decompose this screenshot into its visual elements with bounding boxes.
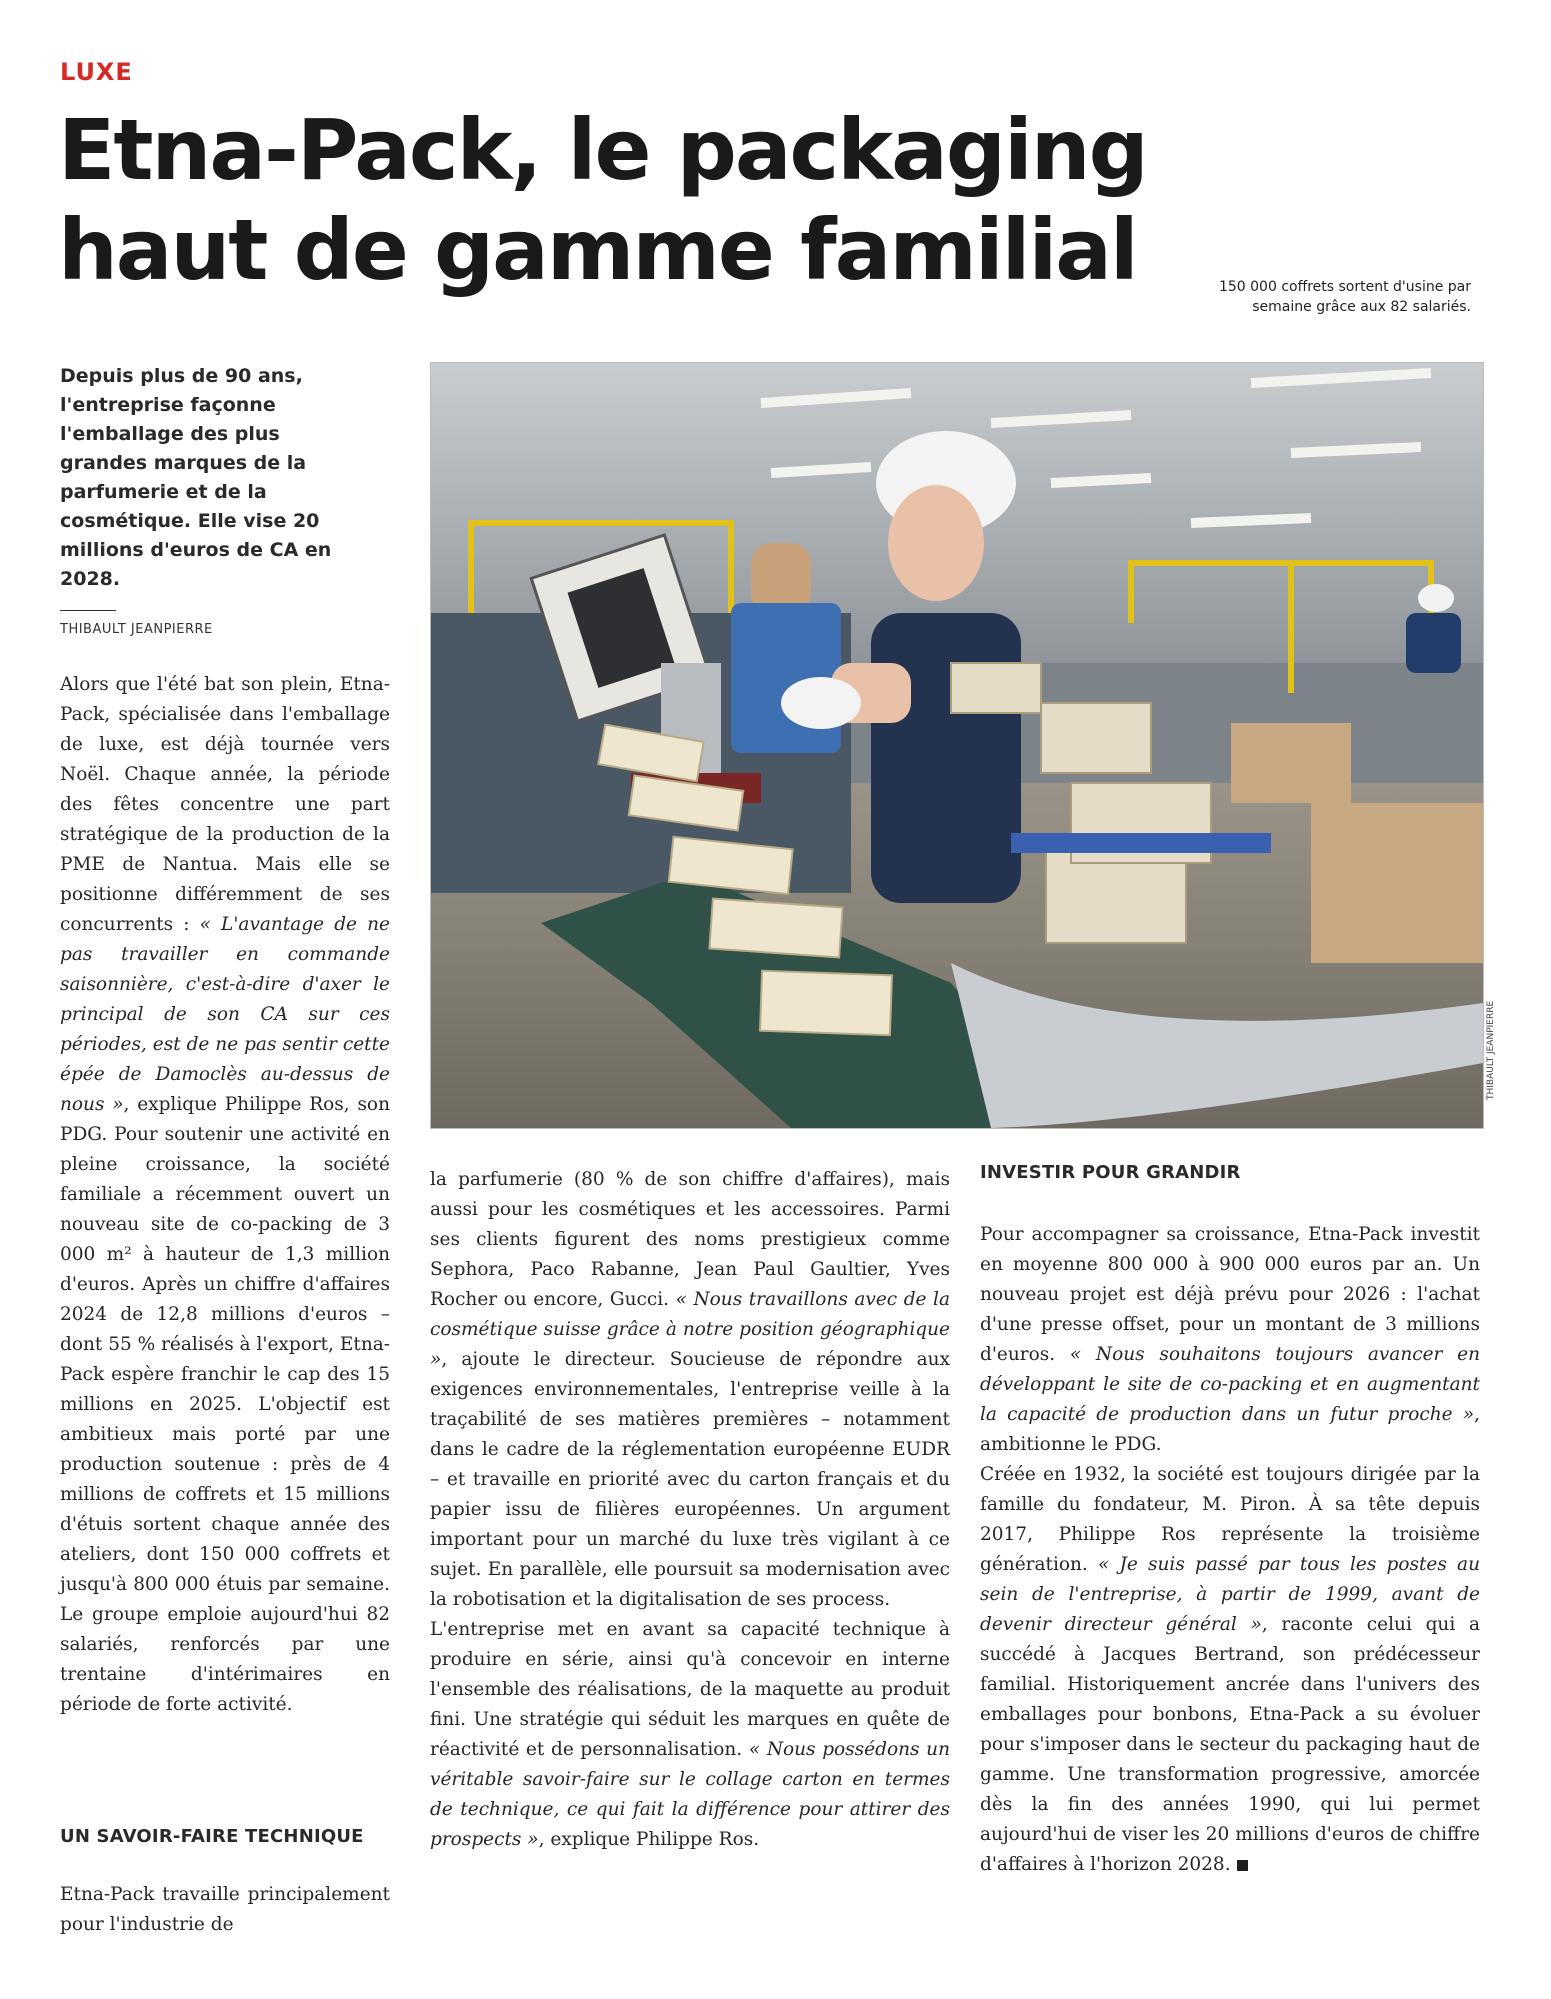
article-column-2 bbox=[430, 1165, 950, 1855]
subhead-investir: INVESTIR POUR GRANDIR bbox=[980, 1162, 1241, 1183]
col3-quote-1: « Nous souhaitons toujours avancer en développant le site de co-packing et en augmentant la capacité de production dans un futur proche » bbox=[980, 1344, 1480, 1425]
factory-photo bbox=[430, 362, 1484, 1129]
photo-caption: 150 000 coffrets sortent d'usine par semaine grâce aux 82 salariés. bbox=[1218, 279, 1471, 315]
col3-text-c: Créée en 1932, la société est toujours dirigée par la famille du fondateur, M. Piron. À sa tête depuis 2017, Philippe Ros représente la troisième génération. bbox=[980, 1464, 1480, 1575]
factory-photo-illustration bbox=[431, 363, 1483, 1128]
col2-text-a: la parfumerie (80 % de son chiffre d'affaires), mais aussi pour les cosmétiques et les accessoires. Parmi ses clients figurent des noms prestigieux comme Sephora, Paco Rabanne, Jean Paul Gaultier, Yves Rocher ou encore, Gucci. bbox=[430, 1169, 950, 1310]
col1-paragraph-1 bbox=[60, 670, 390, 1720]
col2-quote-2: « Nous possédons un véritable savoir-faire sur le collage carton en termes de technique, ce qui fait la différence pour attirer des prospects » bbox=[430, 1739, 950, 1850]
col1-text-b: , explique Philippe Ros, son PDG. Pour soutenir une activité en pleine croissance, la société familiale a récemment ouvert un nouveau site de co-packing de 3 000 m² à hauteur de 1,3 million d'euros. Après un chiffre d'affaires 2024 de 12,8 millions d'euros – dont 55 % réalisés à l'export, Etna-Pack espère franchir le cap des 15 millions en 2025. L'objectif est ambitieux mais porté par une production soutenue : près de 4 millions de coffrets et 15 millions d'étuis sortent chaque année des ateliers, dont 150 000 coffrets et jusqu'à 800 000 étuis par semaine. Le groupe emploie aujourd'hui 82 salariés, renforcés par une trentaine d'intérimaires en période de forte activité. bbox=[60, 1094, 391, 1715]
article-column-3 bbox=[980, 1220, 1480, 1880]
article-lead: Depuis plus de 90 ans, l'entreprise façonne l'emballage des plus grandes marques de la parfumerie et de la cosmétique. Elle vise 20 millions d'euros de CA en 2028. bbox=[60, 365, 332, 590]
subhead-savoir-faire: UN SAVOIR-FAIRE TECHNIQUE bbox=[60, 1826, 364, 1847]
end-of-article-mark bbox=[1237, 1860, 1248, 1871]
photo-credit: THIBAULT JEANPIERRE bbox=[1486, 1000, 1496, 1100]
section-rubric: LUXE bbox=[60, 58, 133, 86]
col2-paragraph-1 bbox=[430, 1165, 950, 1615]
col3-paragraph-2 bbox=[980, 1460, 1480, 1880]
col2-paragraph-2 bbox=[430, 1615, 950, 1855]
col3-paragraph-1 bbox=[980, 1220, 1480, 1460]
col2-text-c: L'entreprise met en avant sa capacité technique à produire en série, ainsi qu'à concevoir en interne l'ensemble des réalisations, de la maquette au produit fini. Une stratégie qui séduit les marques en quête de réactivité et de personnalisation. bbox=[430, 1619, 950, 1760]
col3-text-b: , ambitionne le PDG. bbox=[980, 1404, 1480, 1455]
col1-text-a: Alors que l'été bat son plein, Etna-Pack, spécialisée dans l'emballage de luxe, est déjà tournée vers Noël. Chaque année, la période des fêtes concentre une part stratégique de la production de la PME de Nantua. Mais elle se positionne différemment de ses concurrents : bbox=[60, 674, 390, 935]
article-author: THIBAULT JEANPIERRE bbox=[60, 622, 213, 637]
col1-quote: « L'avantage de ne pas travailler en commande saisonnière, c'est-à-dire d'axer le principal de son CA sur ces périodes, est de ne pas sentir cette épée de Damoclès au-dessus de nous » bbox=[60, 914, 390, 1115]
col3-text-a: Pour accompagner sa croissance, Etna-Pack investit en moyenne 800 000 à 900 000 euros par an. Un nouveau projet est déjà prévu pour 2026 : l'achat d'une presse offset, pour un montant de 3 millions d'euros. bbox=[980, 1224, 1480, 1365]
col3-quote-2: « Je suis passé par tous les postes au sein de l'entreprise, à partir de 1999, avant de devenir directeur général » bbox=[980, 1554, 1480, 1635]
col2-text-d: , explique Philippe Ros. bbox=[538, 1829, 760, 1850]
col3-text-d: , raconte celui qui a succédé à Jacques Bertrand, son prédécesseur familial. Historiquement ancrée dans l'univers des emballages pour bonbons, Etna-Pack a su évoluer pour s'imposer dans le secteur du packaging haut de gamme. Une transformation progressive, amorcée dès la fin des années 1990, qui lui permet aujourd'hui de viser les 20 millions d'euros de chiffre d'affaires à l'horizon 2028. bbox=[980, 1614, 1480, 1875]
col2-quote-1: « Nous travaillons avec de la cosmétique suisse grâce à notre position géographique » bbox=[430, 1289, 950, 1370]
article-column-1 bbox=[60, 670, 390, 1720]
col1-paragraph-2: Etna-Pack travaille principalement pour l'industrie de bbox=[60, 1884, 390, 1935]
article-headline: Etna-Pack, le packaging haut de gamme familial bbox=[58, 101, 1147, 299]
col2-text-b: , ajoute le directeur. Soucieuse de répondre aux exigences environnementales, l'entreprise veille à la traçabilité de ses matières premières – notamment dans le cadre de la réglementation européenne EUDR – et travaille en priorité avec du carton français et du papier issu de filières européennes. Un argument important pour un marché du luxe très vigilant à ce sujet. En parallèle, elle poursuit sa modernisation avec la robotisation et la digitalisation de ses process. bbox=[430, 1349, 950, 1610]
author-divider bbox=[60, 610, 116, 611]
